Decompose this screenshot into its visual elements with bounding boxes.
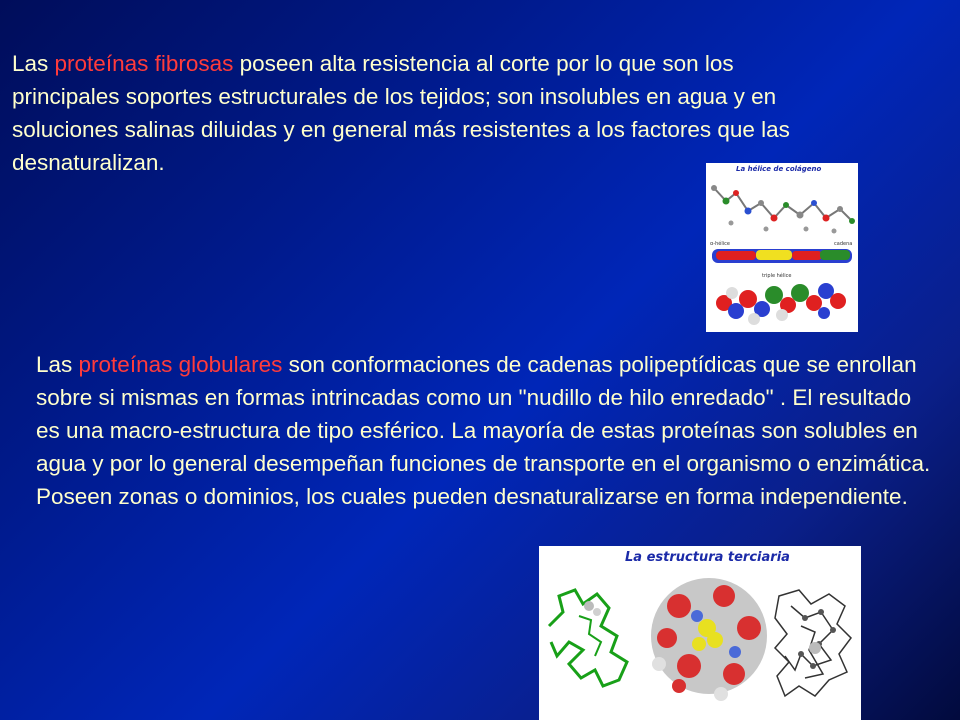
tertiary-illustration [539,546,861,720]
paragraph2-rest: son conformaciones de cadenas polipeptídicas que se enrollan sobre si mismas en formas intrincadas como un "nudillo de hilo enredado" . El resultado es una macro-estructura de tipo esférico. La mayoría de estas proteínas son solubles en agua y por lo general desempeñan funciones de transporte en el organismo o enzimática. Poseen zonas o dominios, los cuales pueden desnaturalizarse en forma independiente. [36,352,931,509]
tertiary-structure-image [539,546,861,720]
globular-proteins-term: proteínas globulares [78,352,283,377]
alpha-helix-label: α-hélice [710,241,730,247]
chain-label: cadena [834,241,853,247]
collagen-helix-image [706,163,858,332]
globular-proteins-paragraph [36,348,936,513]
tertiary-figure-title: La estructura terciaria [625,550,790,565]
fibrous-proteins-paragraph [12,47,802,179]
paragraph1-rest: poseen alta resistencia al corte por lo que son los principales soportes estructurales de los tejidos; son insolubles en agua y en soluciones salinas diluidas y en general más resistentes a los factores que las desnaturalizan. [12,51,790,175]
triple-helix-label: triple hélice [762,273,792,279]
collagen-figure-title: La hélice de colágeno [736,165,822,173]
paragraph1-start: Las [12,51,55,76]
fibrous-proteins-term: proteínas fibrosas [54,51,234,76]
collagen-illustration [706,163,858,332]
paragraph2-start: Las [36,352,79,377]
